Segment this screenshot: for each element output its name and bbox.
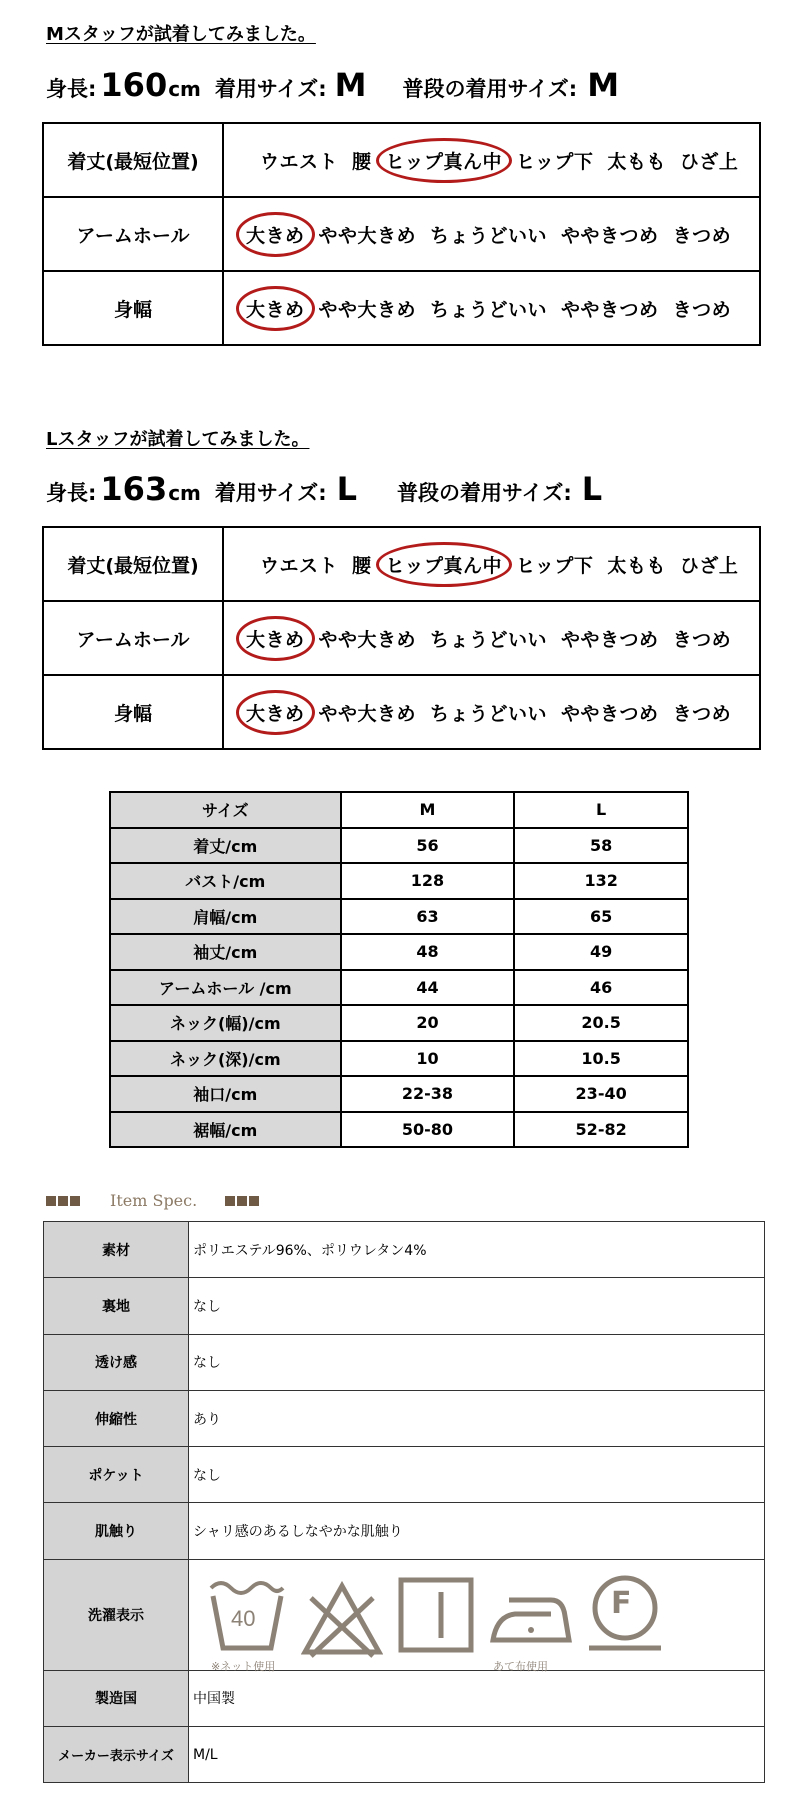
iron-note: あて布使用 [493, 1659, 548, 1673]
fit-option: ややきつめ [561, 628, 659, 651]
size-value-cell: 63 [341, 899, 515, 935]
fit-row-width [43, 271, 760, 345]
table-row [44, 1503, 765, 1559]
fit-option: ややきつめ [561, 702, 659, 725]
spec-value: シャリ感のあるしなやかな肌触り [189, 1503, 765, 1559]
item-spec-title: Item Spec. [110, 1191, 198, 1210]
spec-value: なし [189, 1334, 765, 1390]
fit-option-selected: 大きめ [246, 221, 305, 248]
spec-value: ポリエステル96%、ポリウレタン4% [189, 1222, 765, 1278]
size-value-cell: 10 [341, 1041, 515, 1077]
spec-label: 裏地 [44, 1278, 189, 1334]
item-spec-table [43, 1221, 765, 1783]
spec-value: M/L [189, 1727, 765, 1783]
size-label-cell: 袖口/cm [110, 1076, 341, 1112]
square-icon [249, 1196, 259, 1206]
table-row [110, 970, 688, 1006]
square-icon [46, 1196, 56, 1206]
size-table [109, 791, 689, 1148]
fit-option: やや大きめ [318, 298, 417, 321]
fit-option: 太もも [607, 554, 666, 577]
fit-option: やや大きめ [318, 702, 417, 725]
fit-option: やや大きめ [318, 628, 417, 651]
spec-label: 洗濯表示 [44, 1559, 189, 1670]
wash-temp: 40 [231, 1605, 256, 1631]
no-bleach-icon [301, 1570, 383, 1670]
table-row [44, 1334, 765, 1390]
table-row [44, 1222, 765, 1278]
fit-option: ウエスト [260, 150, 339, 173]
usual-size-label: 普段の着用サイズ: [402, 77, 578, 101]
size-header-cell: L [514, 792, 688, 828]
spec-label: ポケット [44, 1447, 189, 1503]
square-icon [237, 1196, 247, 1206]
fit-options [223, 271, 760, 345]
usual-size-value: M [587, 66, 620, 104]
fit-option: ややきつめ [561, 298, 659, 321]
fit-option: きつめ [672, 224, 732, 247]
table-row [110, 1041, 688, 1077]
l-staff-title: Lスタッフが試着してみました。 [46, 429, 310, 450]
size-value-cell: 23-40 [514, 1076, 688, 1112]
size-label-cell: ネック(深)/cm [110, 1041, 341, 1077]
fit-option-selected: ヒップ真ん中 [386, 551, 502, 578]
fit-option: きつめ [672, 628, 732, 651]
fit-row-length [43, 123, 760, 197]
size-value-cell: 56 [341, 828, 515, 864]
size-value-cell: 22-38 [341, 1076, 515, 1112]
fit-option: ヒップ下 [515, 554, 594, 577]
fit-row-label: アームホール [43, 197, 223, 271]
height-label: 身長: [46, 481, 97, 505]
fit-option-selected: 大きめ [246, 295, 305, 322]
fit-row-armhole [43, 601, 760, 675]
fit-row-label: 身幅 [43, 675, 223, 749]
table-row [44, 1447, 765, 1503]
table-row [110, 828, 688, 864]
size-value-cell: 52-82 [514, 1112, 688, 1148]
usual-size-label: 普段の着用サイズ: [397, 481, 572, 505]
spec-label: 透け感 [44, 1334, 189, 1390]
fit-row-length [43, 527, 760, 601]
m-staff-title: Mスタッフが試着してみました。 [46, 24, 316, 45]
spec-label: 伸縮性 [44, 1390, 189, 1446]
size-value-cell: 49 [514, 934, 688, 970]
wash-note: ※ネット使用 [211, 1659, 276, 1673]
table-row [110, 899, 688, 935]
m-fit-table [42, 122, 761, 346]
spec-value: あり [189, 1390, 765, 1446]
fit-row-label: 身幅 [43, 271, 223, 345]
spec-label: メーカー表示サイズ [44, 1727, 189, 1783]
fit-row-label: 着丈(最短位置) [43, 527, 223, 601]
fit-option: ちょうどいい [430, 628, 548, 651]
table-row [44, 1559, 765, 1670]
size-value-cell: 132 [514, 863, 688, 899]
table-row [110, 1005, 688, 1041]
fit-row-armhole [43, 197, 760, 271]
fit-option: 腰 [352, 150, 372, 173]
table-row [110, 1112, 688, 1148]
l-staff-stats [46, 470, 602, 508]
size-header-cell: サイズ [110, 792, 341, 828]
size-header-cell: M [341, 792, 515, 828]
square-icon [225, 1196, 235, 1206]
usual-size-value: L [581, 470, 603, 508]
fit-options [223, 601, 760, 675]
fit-option: ややきつめ [561, 224, 659, 247]
fit-option: やや大きめ [318, 224, 417, 247]
fit-row-label: 着丈(最短位置) [43, 123, 223, 197]
fit-option: ひざ上 [679, 554, 739, 577]
m-staff-stats [46, 66, 619, 104]
fit-option: ひざ上 [679, 150, 739, 173]
fit-options [223, 675, 760, 749]
spec-label: 素材 [44, 1222, 189, 1278]
table-row [44, 1670, 765, 1726]
square-icon [58, 1196, 68, 1206]
size-label-cell: 着丈/cm [110, 828, 341, 864]
fit-option: きつめ [672, 702, 732, 725]
fit-row-label: アームホール [43, 601, 223, 675]
fit-option: 太もも [607, 150, 666, 173]
wear-size-label: 着用サイズ: [214, 77, 327, 101]
fit-option: きつめ [672, 298, 732, 321]
wear-size-value: M [334, 66, 367, 104]
height-label: 身長: [46, 77, 97, 101]
table-row [110, 1076, 688, 1112]
dry-clean-letter: F [611, 1585, 632, 1621]
spec-value: なし [189, 1447, 765, 1503]
fit-option: ヒップ下 [515, 150, 594, 173]
size-value-cell: 128 [341, 863, 515, 899]
table-row [44, 1390, 765, 1446]
item-spec-heading [46, 1191, 261, 1210]
spec-label: 肌触り [44, 1503, 189, 1559]
fit-options [223, 527, 760, 601]
fit-option-selected: 大きめ [246, 625, 305, 652]
height-unit: cm [168, 77, 201, 101]
spec-value: 中国製 [189, 1670, 765, 1726]
dry-clean-icon [587, 1570, 669, 1670]
table-row [110, 863, 688, 899]
line-dry-icon [397, 1570, 475, 1670]
wear-size-value: L [336, 470, 358, 508]
fit-options [223, 197, 760, 271]
fit-option-selected: 大きめ [246, 699, 305, 726]
size-value-cell: 46 [514, 970, 688, 1006]
table-row [44, 1278, 765, 1334]
fit-option: ウエスト [260, 554, 339, 577]
fit-option-selected: ヒップ真ん中 [386, 147, 502, 174]
size-label-cell: アームホール /cm [110, 970, 341, 1006]
fit-option: ちょうどいい [430, 224, 548, 247]
size-table-header [110, 792, 688, 828]
fit-option: ちょうどいい [430, 702, 548, 725]
table-row [110, 934, 688, 970]
size-label-cell: 裾幅/cm [110, 1112, 341, 1148]
fit-row-width [43, 675, 760, 749]
table-row [44, 1727, 765, 1783]
height-value: 160 [100, 66, 168, 104]
fit-options [223, 123, 760, 197]
size-value-cell: 58 [514, 828, 688, 864]
size-value-cell: 10.5 [514, 1041, 688, 1077]
size-value-cell: 50-80 [341, 1112, 515, 1148]
fit-option: 腰 [352, 554, 372, 577]
spec-value: なし [189, 1278, 765, 1334]
size-label-cell: 袖丈/cm [110, 934, 341, 970]
size-value-cell: 20 [341, 1005, 515, 1041]
size-value-cell: 20.5 [514, 1005, 688, 1041]
height-value: 163 [100, 470, 168, 508]
size-value-cell: 44 [341, 970, 515, 1006]
height-unit: cm [168, 481, 201, 505]
square-icon [70, 1196, 80, 1206]
spec-label: 製造国 [44, 1670, 189, 1726]
wear-size-label: 着用サイズ: [214, 481, 327, 505]
l-fit-table [42, 526, 761, 750]
wash-tub-icon [207, 1570, 287, 1673]
size-label-cell: バスト/cm [110, 863, 341, 899]
iron-icon [489, 1570, 573, 1673]
size-value-cell: 65 [514, 899, 688, 935]
size-label-cell: 肩幅/cm [110, 899, 341, 935]
size-value-cell: 48 [341, 934, 515, 970]
size-label-cell: ネック(幅)/cm [110, 1005, 341, 1041]
fit-option: ちょうどいい [430, 298, 548, 321]
care-symbols [189, 1559, 765, 1673]
